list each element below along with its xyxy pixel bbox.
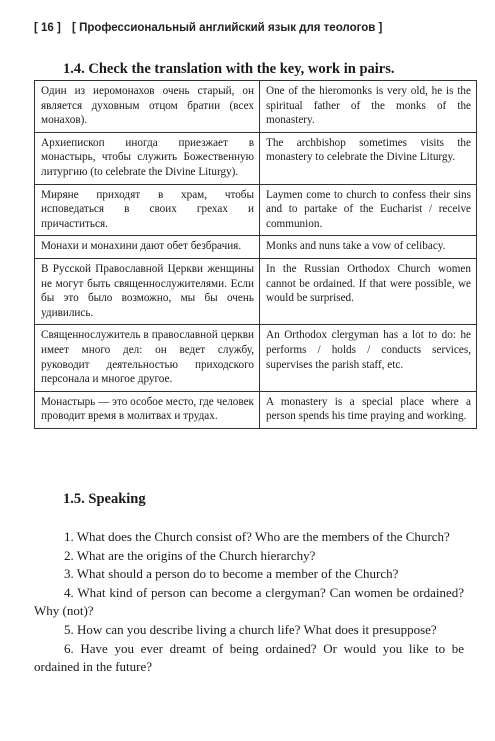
russian-cell: В Русской Православной Церкви женщины не могут быть священнослужителями. Если бы это было возможно, мы бы очень удивились. xyxy=(35,258,260,324)
table-row xyxy=(35,81,477,133)
section-1-5-title: 1.5. Speaking xyxy=(63,491,146,507)
table-row xyxy=(35,391,477,428)
english-cell: The archbishop sometimes visits the monastery to celebrate the Divine Liturgy. xyxy=(260,132,477,184)
english-cell: In the Russian Orthodox Church women cannot be ordained. If that were possible, we would be surprised. xyxy=(260,258,477,324)
question-item: 6. Have you ever dreamt of being ordained? Or would you like to be ordained in the future? xyxy=(34,640,464,675)
english-cell: An Orthodox clergyman has a lot to do: he performs / holds / conducts services, supervises the parish staff, etc. xyxy=(260,325,477,391)
page-number: [ 16 ] xyxy=(34,22,61,34)
russian-cell: Монахи и монахини дают обет безбрачия. xyxy=(35,236,260,259)
table-row xyxy=(35,236,477,259)
russian-cell: Миряне приходят в храм, чтобы исповедаться в своих грехах и причаститься. xyxy=(35,184,260,236)
russian-cell: Монастырь — это особое место, где человек проводит время в молитвах и трудах. xyxy=(35,391,260,428)
section-1-4-title: 1.4. Check the translation with the key, work in pairs. xyxy=(63,61,395,77)
question-item: 5. How can you describe living a church life? What does it presuppose? xyxy=(64,621,437,637)
speaking-questions xyxy=(34,528,464,677)
english-cell: One of the hieromonks is very old, he is the spiritual father of the monks of the monastery. xyxy=(260,81,477,133)
question-item: 3. What should a person do to become a member of the Church? xyxy=(64,566,399,582)
question-item: 4. What kind of person can become a clergyman? Can women be ordained? Why (not)? xyxy=(34,584,464,619)
running-header xyxy=(34,22,382,34)
question-item: 1. What does the Church consist of? Who are the members of the Church? xyxy=(64,529,450,544)
question-item: 2. What are the origins of the Church hierarchy? xyxy=(64,547,316,563)
russian-cell: Один из иеромонахов очень старый, он является духовным отцом братии (всех монахов). xyxy=(35,81,260,133)
russian-cell: Архиепископ иногда приезжает в монастырь, чтобы служить Божественную литургию (to celebrate the Divine Liturgy). xyxy=(35,132,260,184)
table-row xyxy=(35,184,477,236)
table-row xyxy=(35,258,477,324)
english-cell: A monastery is a special place where a person spends his time praying and working. xyxy=(260,391,477,428)
russian-cell: Священнослужитель в православной церкви имеет много дел: он ведет службу, руководит деятельностью приходского персонала и многое другое. xyxy=(35,325,260,391)
book-title: [ Профессиональный английский язык для теологов ] xyxy=(72,22,383,34)
english-cell: Laymen come to church to confess their sins and to partake of the Eucharist / receive communion. xyxy=(260,184,477,236)
english-cell: Monks and nuns take a vow of celibacy. xyxy=(260,236,477,259)
table-row xyxy=(35,325,477,391)
table-row xyxy=(35,132,477,184)
translation-table xyxy=(34,80,477,429)
